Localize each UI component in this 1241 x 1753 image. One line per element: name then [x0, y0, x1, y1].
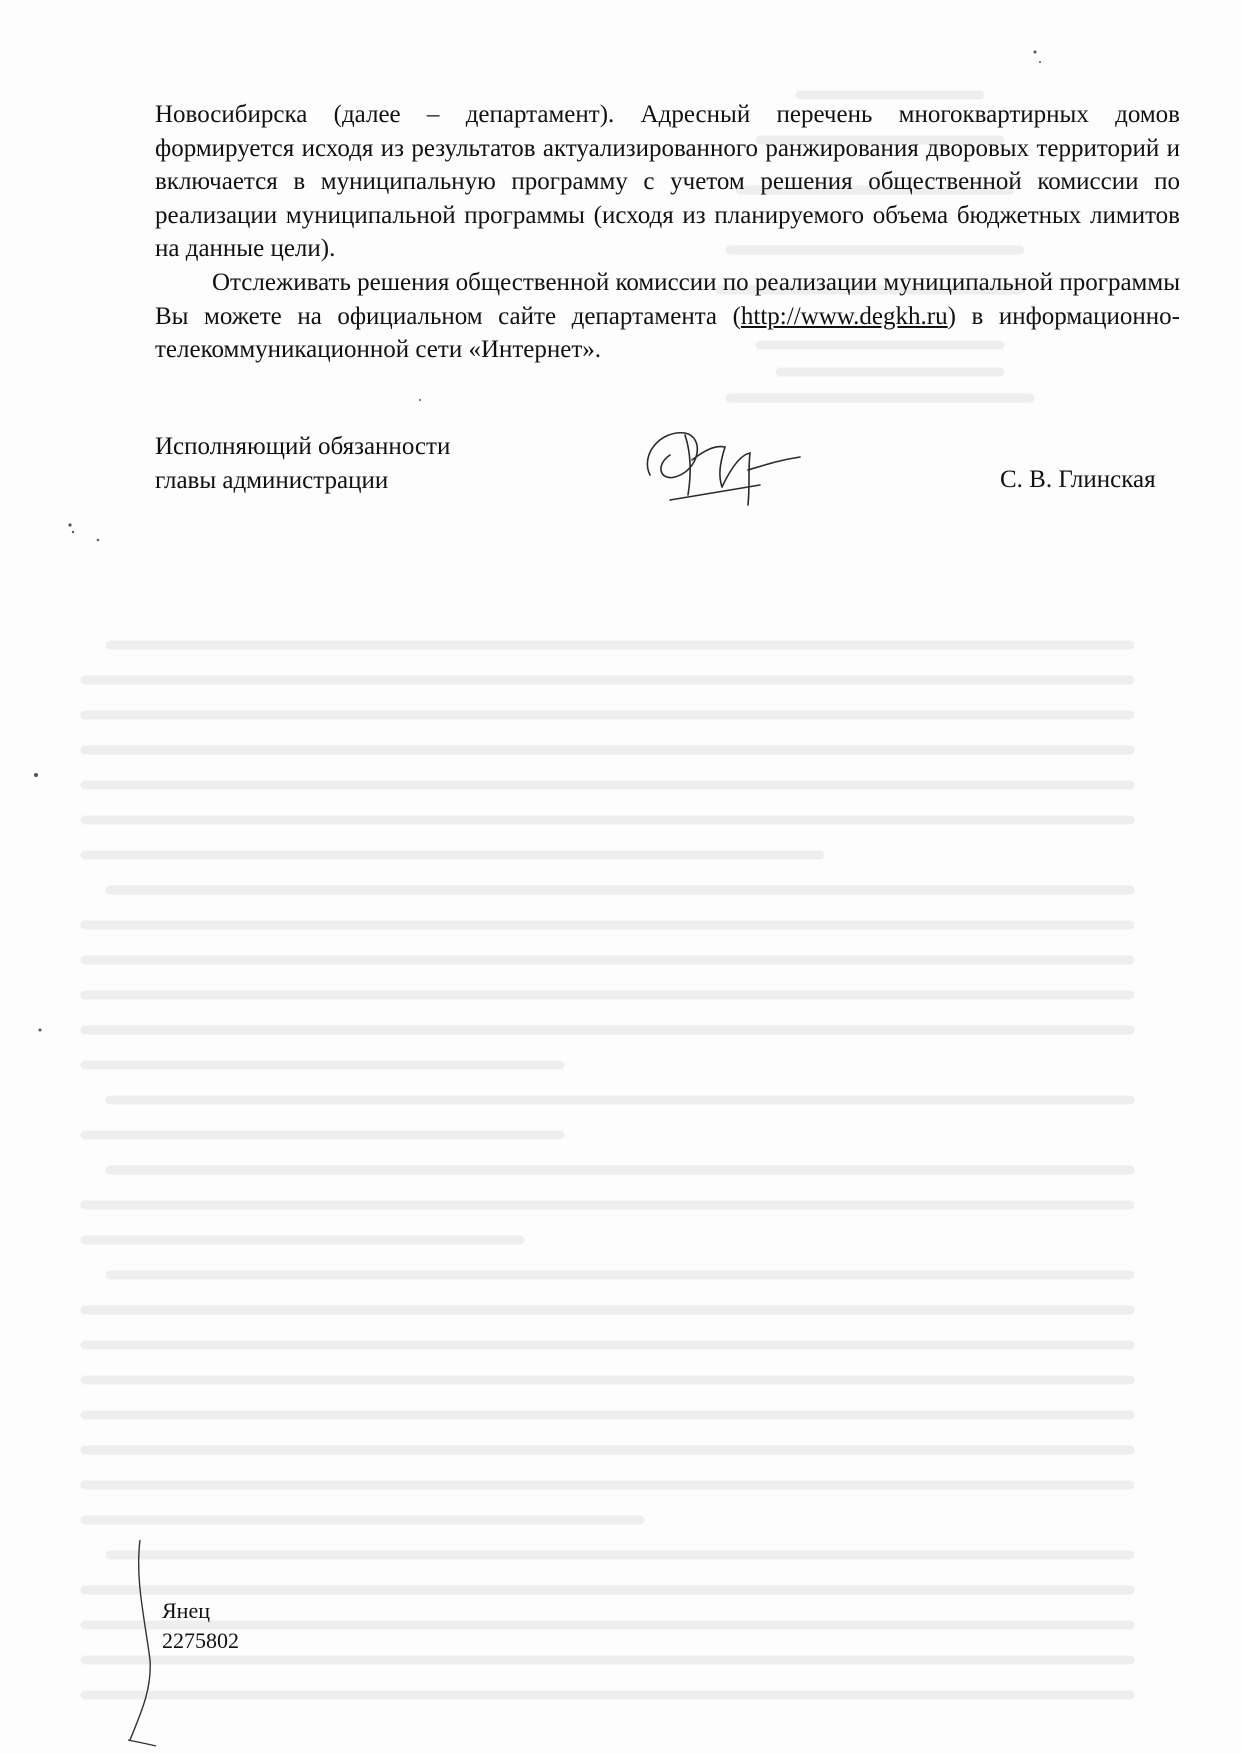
letter-body: [155, 98, 1180, 367]
department-website-link[interactable]: http://www.degkh.ru: [740, 302, 948, 330]
paragraph-commission-text-before: Отслеживать решения общественной комиссии по реализации муниципальной программы Вы можете на официальном сайте департамента (: [155, 268, 1180, 330]
executor-surname: Янец: [162, 1598, 210, 1623]
signatory-position: [155, 430, 450, 497]
signer-name: С. В. Глинская: [1000, 466, 1156, 493]
position-line-head: главы администрации: [155, 466, 389, 494]
margin-line-mark: [130, 1540, 150, 1740]
executor-info: [162, 1596, 239, 1656]
paragraph-commission-text-after: ) в информационно-телекоммуникационной сети «Интернет».: [155, 302, 1181, 364]
paragraph-commission-tracking: [155, 266, 1180, 367]
executor-phone: 2275802: [162, 1628, 239, 1653]
position-line-acting: Исполняющий обязанности: [155, 433, 451, 460]
paragraph-address-list: Новосибирска (далее – департамент). Адресный перечень многоквартирных домов формируется исходя из результатов актуализированного ранжирования дворовых территорий и включается в муниципальную программу с учетом решения общественной комиссии по реализации муниципальной программы (исходя из планируемого объема бюджетных лимитов на данные цели).: [155, 101, 1180, 263]
handwritten-signature: [630, 415, 810, 515]
